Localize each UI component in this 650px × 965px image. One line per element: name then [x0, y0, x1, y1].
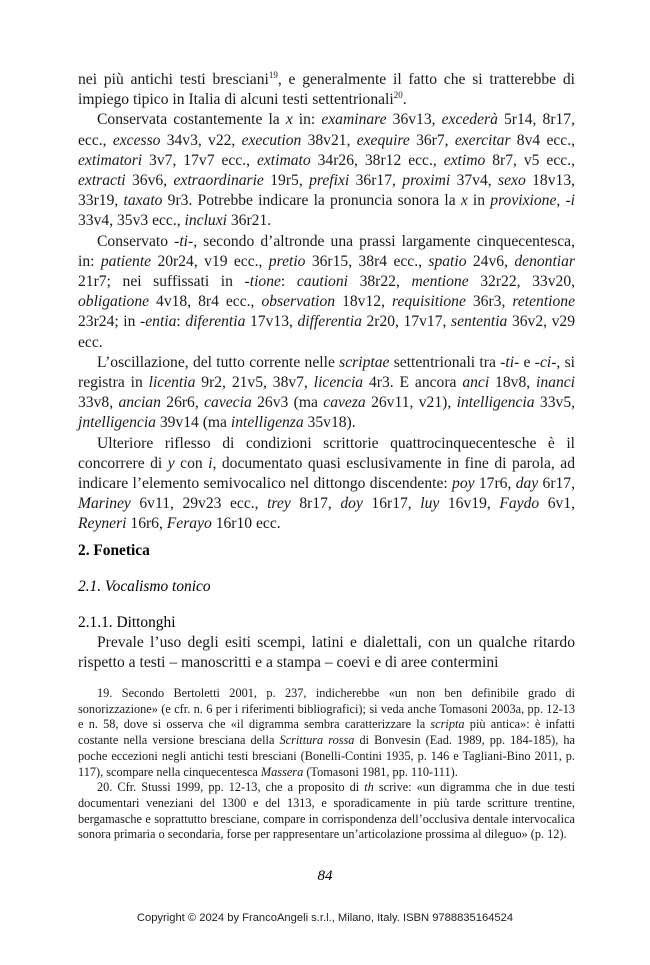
section-heading: 2. Fonetica: [78, 542, 150, 559]
page-number: 84: [317, 868, 333, 884]
footnotes: 19. Secondo Bertoletti 2001, p. 237, indicherebbe «un non ben definibile grado di sonorizzazione» (e cfr. n. 6 per i riferimenti bibliografici); si veda anche Tomasoni 2003a, pp. 12-13 e n. 58, dove si osserva che «il digramma sembra caratterizzare la scripta più antica»: è infatti costante nella versione bresciana della Scrittura rossa di Bonvesin (Ead. 1989, pp. 184-185), ha poche eccezioni negli antichi testi bresciani (Bonelli-Contini 1935, p. 146 e Tagliani-Bino 2011, p. 117), scompare nella cinquecentesca Massera (Tomasoni 1981, pp. 110-111). 20. Cfr. Stussi 1999, pp. 12-13, che a proposito di th scrive: «un digramma che in due testi documentari veneziani del 1300 e del 1313, e sporadicamente in più tarde scritture trentine, bergamasche e soprattutto bresciane, compare in corrispondenza dell’occlusiva dentale intervocalica sonora primaria o secondaria, forse per rappresentare un’articolazione prossima al dileguo» (p. 12).: [78, 686, 575, 842]
body-text-top: nei più antichi testi bresciani$^{19}$, e generalmente il fatto che si tratterebbe di impiego tipico in Italia di alcuni testi settentrionali$^{20}$. Conservata costantemente la x in: examinare 36v13, excederà 5r14, 8r17, ecc., excesso 34v3, v22, execution 38v21, exequire 36r7, exercitar 8v4 ecc., extimatori 3v7, 17v7 ecc., extimato 34r26, 38r12 ecc., extimo 8r7, v5 ecc., extracti 36v6, extraordinarie 19r5, prefixi 36r17, proximi 37v4, sexo 18v13, 33r19, taxato 9r3. Potrebbe indicare la pronuncia sonora la x in provixione, -i 33v4, 35v3 ecc., incluxi 36r21. Conservato -ti-, secondo d’altronde una prassi largamente cinquecentesca, in: patiente 20r24, v19 ecc., pretio 36r15, 38r4 ecc., spatio 24v6, denontiar 21r7; nei suffissati in -tione: cautioni 38r22, mentione 32r22, 33v20, obligatione 4v18, 8r4 ecc., observation 18v12, requisitione 36r3, retentione 23r24; in -entia: diferentia 17v13, differentia 2r20, 17v17, sententia 36v2, v29 ecc. L’oscillazione, del tutto corrente nelle scriptae settentrionali tra -ti- e -ci-, si registra in licentia 9r2, 21v5, 38v7, licencia 4r3. E ancora anci 18v8, inanci 33v8, ancian 26r6, cavecia 26v3 (ma caveza 26v11, v21), intelligencia 33v5, jntelligencia 39v14 (ma intelligenza 35v18). Ulteriore riflesso di condizioni scrittorie quattrocinquecentesche è il concorrere di y con i, documentato quasi esclusivamente in fine di parola, ad indicare l’elemento semivocalico nel dittongo discendente: poy 17r6, day 6r17, Mariney 6v11, 29v23 ecc., trey 8r17, doy 16r17, luy 16v19, Faydo 6v1, Reyneri 16r6, Ferayo 16r10 ecc.: [78, 69, 576, 533]
body-text-bottom: Prevale l’uso degli esiti scempi, latini e dialettali, con un qualche ritardo rispetto a testi – manoscritti e a stampa – coevi e di aree contermini: [78, 634, 575, 672]
subsection-heading: 2.1. Vocalismo tonico: [78, 578, 211, 595]
copyright-notice: Copyright © 2024 by FrancoAngeli s.r.l., Milano, Italy. ISBN 9788835164524: [136, 912, 514, 924]
subsubsection-heading: 2.1.1. Dittonghi: [78, 614, 176, 631]
